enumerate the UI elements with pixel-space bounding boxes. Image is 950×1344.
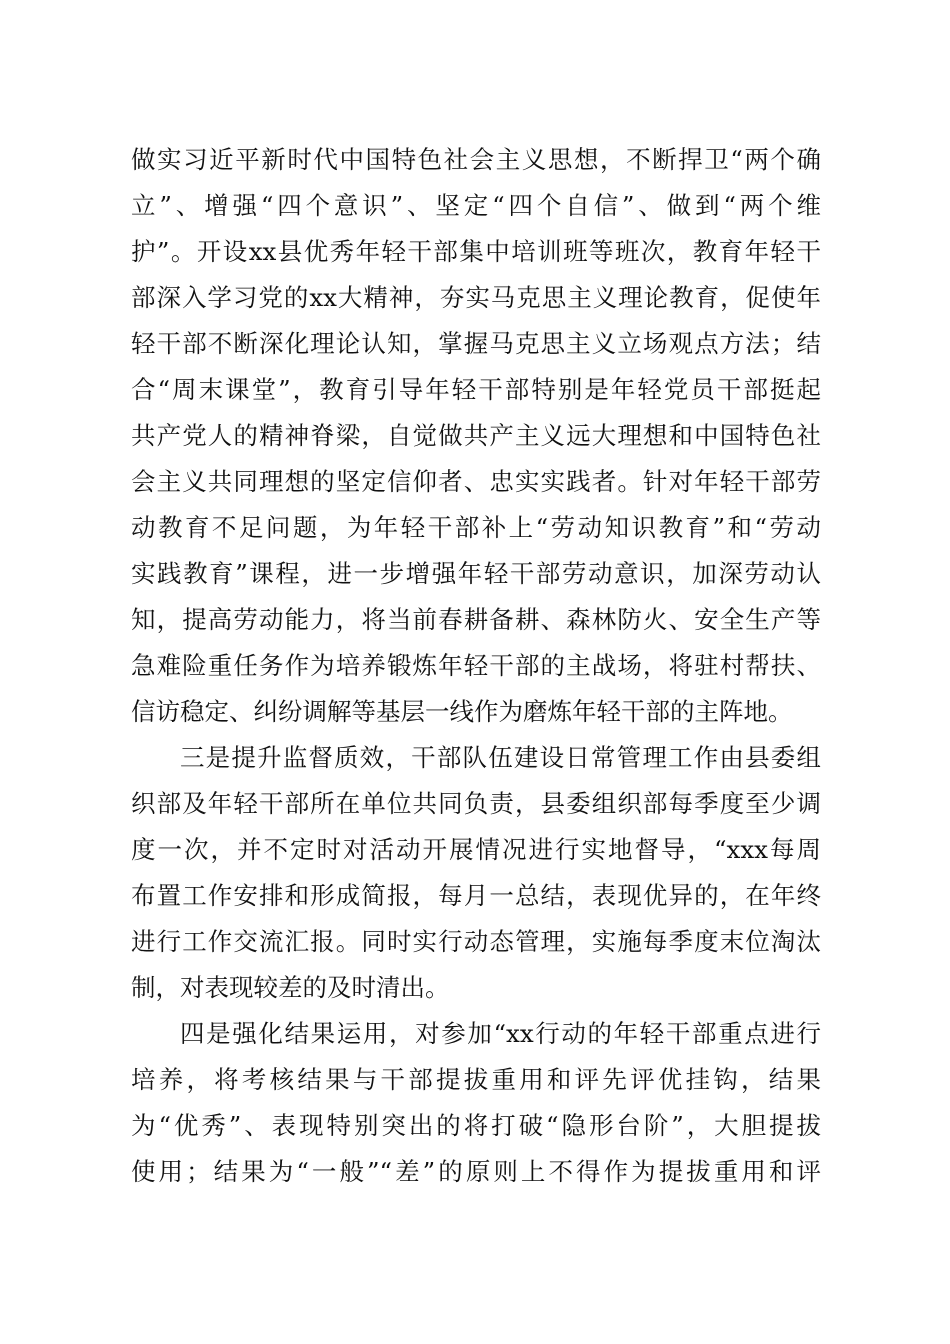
paragraph-1-line-4: 部深入学习党的xx大精神，夯实马克思主义理论教育，促使年 <box>131 283 821 312</box>
paragraph-1-line-2: 立”、增强“四个意识”、坚定“四个自信”、做到“两个维 <box>131 191 821 220</box>
paragraph-2-line-2: 织部及年轻干部所在单位共同负责，县委组织部每季度至少调 <box>131 789 821 818</box>
paragraph-1-line-1: 做实习近平新时代中国特色社会主义思想，不断捍卫“两个确 <box>131 145 821 174</box>
paragraph-1-line-10: 实践教育”课程，进一步增强年轻干部劳动意识，加深劳动认 <box>131 559 821 588</box>
paragraph-1-line-12: 急难险重任务作为培养锻炼年轻干部的主战场，将驻村帮扶、 <box>131 651 821 680</box>
paragraph-1-line-13: 信访稳定、纠纷调解等基层一线作为磨炼年轻干部的主阵地。 <box>131 697 793 726</box>
paragraph-1-line-6: 合“周末课堂”，教育引导年轻干部特别是年轻党员干部挺起 <box>131 375 821 404</box>
paragraph-3-line-1: 四是强化结果运用，对参加“xx行动的年轻干部重点进行 <box>180 1019 821 1048</box>
paragraph-2-line-1: 三是提升监督质效，干部队伍建设日常管理工作由县委组 <box>180 743 821 772</box>
paragraph-1-line-11: 知，提高劳动能力，将当前春耕备耕、森林防火、安全生产等 <box>131 605 821 634</box>
paragraph-1-line-3: 护”。开设xx县优秀年轻干部集中培训班等班次，教育年轻干 <box>131 237 821 266</box>
paragraph-2-line-3: 度一次，并不定时对活动开展情况进行实地督导，“xxx每周 <box>131 835 821 864</box>
paragraph-3-line-2: 培养，将考核结果与干部提拔重用和评先评优挂钩，结果 <box>131 1065 821 1094</box>
paragraph-1-line-7: 共产党人的精神脊梁，自觉做共产主义远大理想和中国特色社 <box>131 421 821 450</box>
paragraph-2-line-4: 布置工作安排和形成简报，每月一总结，表现优异的，在年终 <box>131 881 821 910</box>
paragraph-1-line-5: 轻干部不断深化理论认知，掌握马克思主义立场观点方法；结 <box>131 329 821 358</box>
paragraph-1-line-8: 会主义共同理想的坚定信仰者、忠实实践者。针对年轻干部劳 <box>131 467 821 496</box>
paragraph-2-line-6: 制，对表现较差的及时清出。 <box>131 973 450 1002</box>
paragraph-2-line-5: 进行工作交流汇报。同时实行动态管理，实施每季度末位淘汰 <box>131 927 821 956</box>
paragraph-3-line-4: 使用；结果为“一般”“差”的原则上不得作为提拔重用和评 <box>131 1157 821 1186</box>
paragraph-1-line-9: 动教育不足问题，为年轻干部补上“劳动知识教育”和“劳动 <box>131 513 821 542</box>
paragraph-3-line-3: 为“优秀”、表现特别突出的将打破“隐形台阶”，大胆提拔 <box>131 1111 821 1140</box>
